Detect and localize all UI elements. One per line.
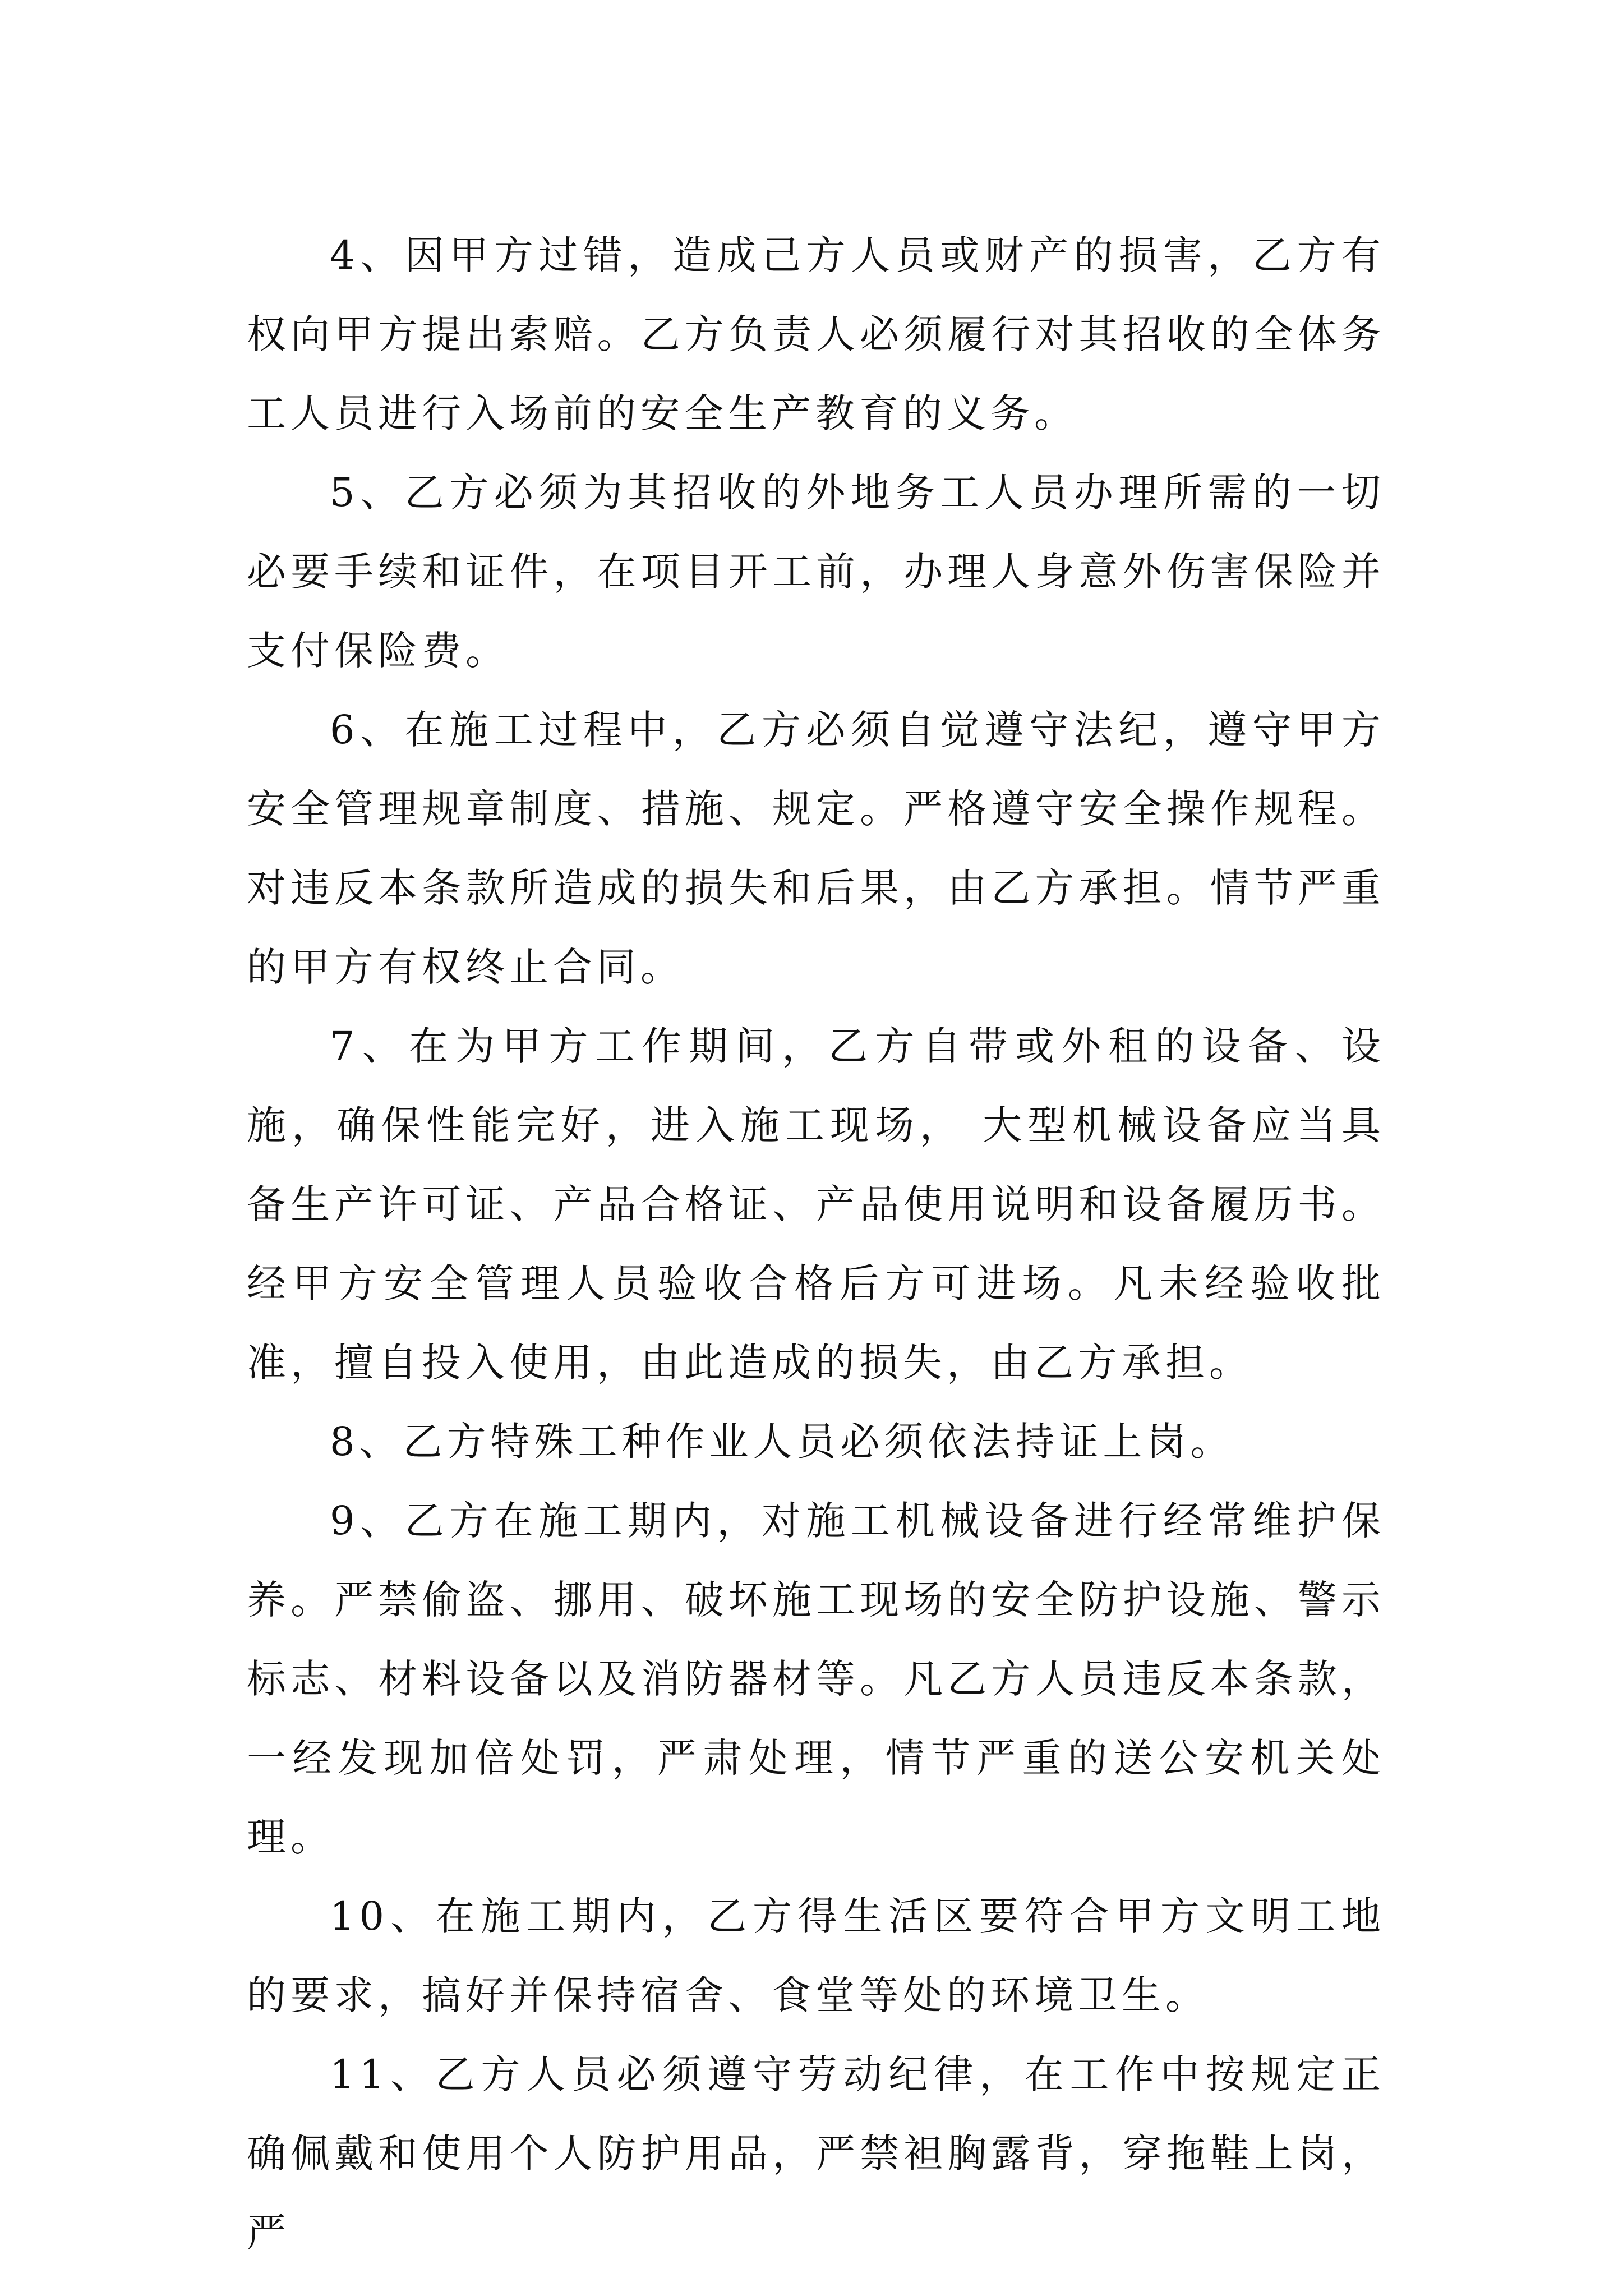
- clause-5-paragraph: 5、乙方必须为其招收的外地务工人员办理所需的一切必要手续和证件，在项目开工前，办理人身意外伤害保险并支付保险费。: [247, 470, 1385, 674]
- clause-9-paragraph: 9、乙方在施工期内，对施工机械设备进行经常维护保养。严禁偷盗、挪用、破坏施工现场的安全防护设施、警示标志、材料设备以及消防器材等。凡乙方人员违反本条款，一经发现加倍处罚，严肃处理，情节严重的送公安机关处理。: [247, 1498, 1385, 1860]
- document-body: [247, 216, 1385, 2272]
- clause-7-paragraph: 7、在为甲方工作期间，乙方自带或外租的设备、设施，确保性能完好，进入施工现场， 大型机械设备应当具备生产许可证、产品合格证、产品使用说明和设备履历书。经甲方安全管理人员验收合格后方可进场。凡未经验收批准，擅自投入使用，由此造成的损失，由乙方承担。: [247, 1023, 1385, 1386]
- clause-8-paragraph: 8、乙方特殊工种作业人员必须依法持证上岗。: [330, 1419, 1234, 1465]
- clause-6-paragraph: 6、在施工过程中，乙方必须自觉遵守法纪，遵守甲方安全管理规章制度、措施、规定。严格遵守安全操作规程。对违反本条款所造成的损失和后果，由乙方承担。情节严重的甲方有权终止合同。: [247, 707, 1385, 990]
- clause-10-paragraph: 10、在施工期内，乙方得生活区要符合甲方文明工地的要求，搞好并保持宿舍、食堂等处的环境卫生。: [247, 1893, 1385, 2018]
- clause-11-paragraph: 11、乙方人员必须遵守劳动纪律，在工作中按规定正确佩戴和使用个人防护用品，严禁袒胸露背，穿拖鞋上岗，严: [247, 2051, 1385, 2256]
- clause-4-paragraph: 4、因甲方过错，造成己方人员或财产的损害，乙方有权向甲方提出索赔。乙方负责人必须履行对其招收的全体务工人员进行入场前的安全生产教育的义务。: [247, 232, 1385, 436]
